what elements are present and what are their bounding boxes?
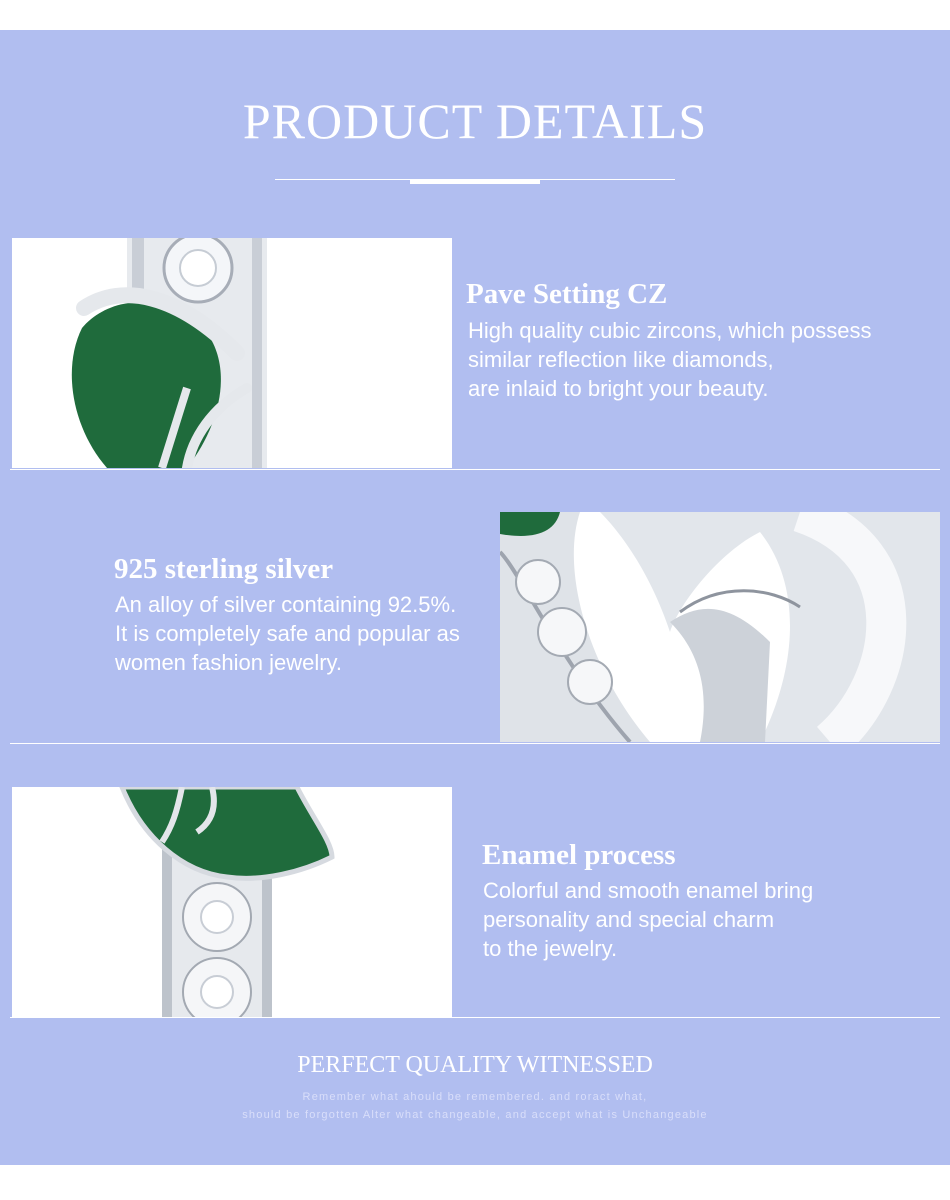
section-divider bbox=[10, 469, 940, 470]
feature-title: Pave Setting CZ bbox=[466, 278, 668, 310]
feature-title: Enamel process bbox=[482, 839, 676, 871]
feature-description-line: similar reflection like diamonds, bbox=[468, 347, 774, 372]
footer-title: PERFECT QUALITY WITNESSED bbox=[297, 1052, 653, 1078]
feature-description-line: It is completely safe and popular as bbox=[115, 621, 460, 646]
section-divider bbox=[10, 1017, 940, 1018]
feature-image-sterling-silver bbox=[500, 512, 940, 742]
feature-image-pave-setting bbox=[12, 238, 452, 468]
feature-description-line: to the jewelry. bbox=[483, 936, 618, 961]
title-underline-accent bbox=[410, 179, 540, 184]
feature-description-line: women fashion jewelry. bbox=[115, 650, 343, 675]
feature-description-line: High quality cubic zircons, which possess bbox=[468, 318, 872, 343]
feature-description-line: personality and special charm bbox=[483, 907, 775, 932]
footer-tagline: Remember what ahould be remembered. and roract what, bbox=[302, 1091, 648, 1103]
green-enamel-leaf-closeup-icon bbox=[12, 787, 452, 1017]
feature-description-line: An alloy of silver containing 92.5%. bbox=[115, 592, 457, 617]
feature-description-line: Colorful and smooth enamel bring bbox=[483, 878, 814, 903]
feature-image-enamel bbox=[12, 787, 452, 1017]
leaf-ring-closeup-icon bbox=[12, 238, 452, 468]
feature-title: 925 sterling silver bbox=[114, 553, 334, 585]
feature-description-line: are inlaid to bright your beauty. bbox=[468, 376, 769, 401]
ring-clasp-closeup-icon bbox=[500, 512, 940, 742]
page-title: PRODUCT DETAILS bbox=[242, 93, 708, 149]
section-divider bbox=[10, 743, 940, 744]
footer-tagline: should be forgotten Alter what changeable, and accept what is Unchangeable bbox=[242, 1109, 708, 1121]
